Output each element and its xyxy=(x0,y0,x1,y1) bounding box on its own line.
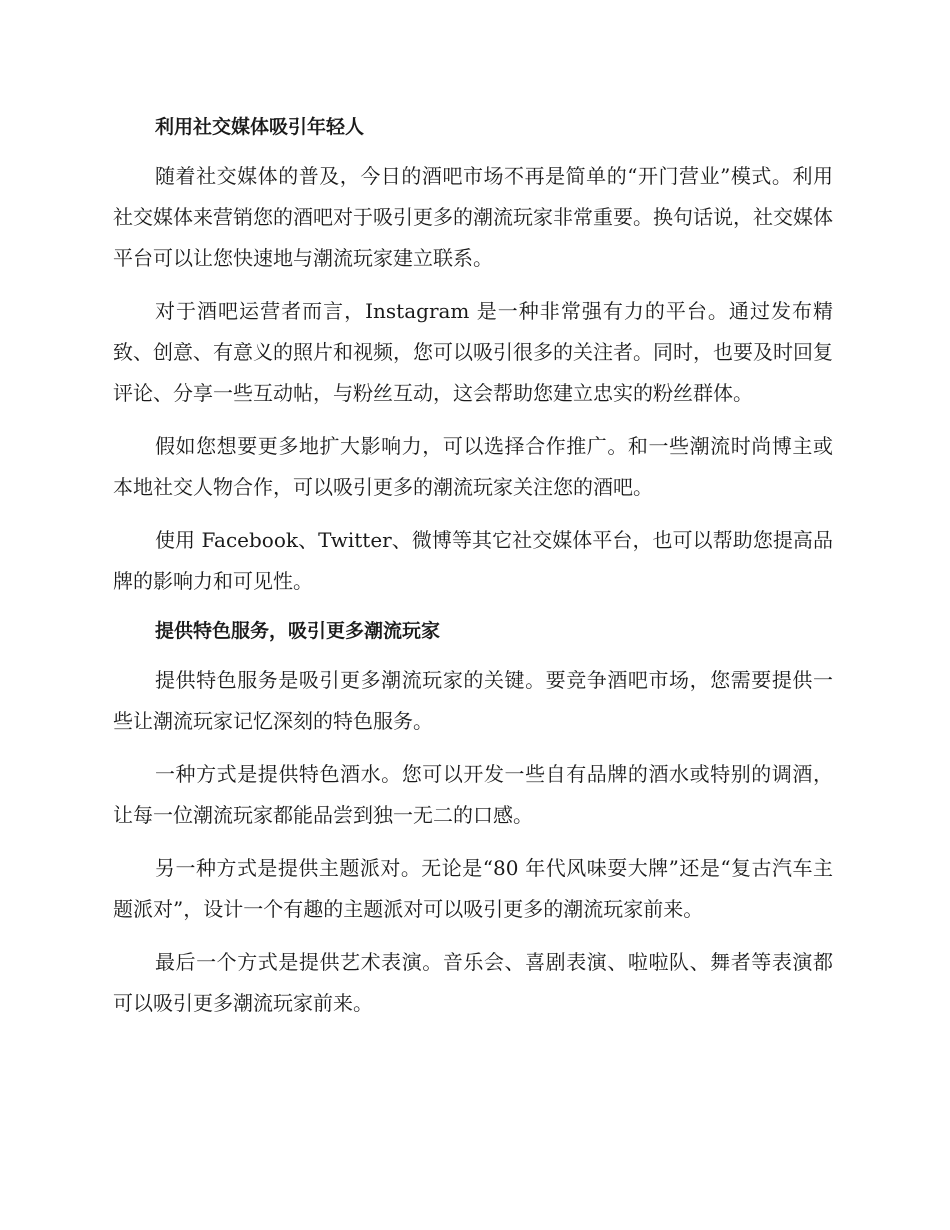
paragraph: 随着社交媒体的普及，今日的酒吧市场不再是简单的“开门营业”模式。利用社交媒体来营销您的酒吧对于吸引更多的潮流玩家非常重要。换句话说，社交媒体平台可以让您快速地与潮流玩家建立联系。 xyxy=(113,164,833,270)
section-heading: 提供特色服务，吸引更多潮流玩家 xyxy=(155,620,441,642)
section-special-services xyxy=(113,614,833,1024)
paragraph: 提供特色服务是吸引更多潮流玩家的关键。要竞争酒吧市场，您需要提供一些让潮流玩家记忆深刻的特色服务。 xyxy=(113,668,833,733)
paragraph: 一种方式是提供特色酒水。您可以开发一些自有品牌的酒水或特别的调酒，让每一位潮流玩家都能品尝到独一无二的口感。 xyxy=(113,762,833,827)
paragraph: 使用 Facebook、Twitter、微博等其它社交媒体平台，也可以帮助您提高品牌的影响力和可见性。 xyxy=(113,528,833,593)
paragraph: 对于酒吧运营者而言，Instagram 是一种非常强有力的平台。通过发布精致、创意、有意义的照片和视频，您可以吸引很多的关注者。同时，也要及时回复评论、分享一些互动帖，与粉丝互动，这会帮助您建立忠实的粉丝群体。 xyxy=(113,299,833,405)
document-page xyxy=(113,110,833,1036)
paragraph: 另一种方式是提供主题派对。无论是“80 年代风味耍大牌”还是“复古汽车主题派对”，设计一个有趣的主题派对可以吸引更多的潮流玩家前来。 xyxy=(113,856,833,921)
section-heading: 利用社交媒体吸引年轻人 xyxy=(155,116,365,138)
paragraph: 最后一个方式是提供艺术表演。音乐会、喜剧表演、啦啦队、舞者等表演都可以吸引更多潮流玩家前来。 xyxy=(113,950,833,1015)
section-social-media xyxy=(113,110,833,602)
paragraph: 假如您想要更多地扩大影响力，可以选择合作推广。和一些潮流时尚博主或本地社交人物合作，可以吸引更多的潮流玩家关注您的酒吧。 xyxy=(113,434,833,499)
